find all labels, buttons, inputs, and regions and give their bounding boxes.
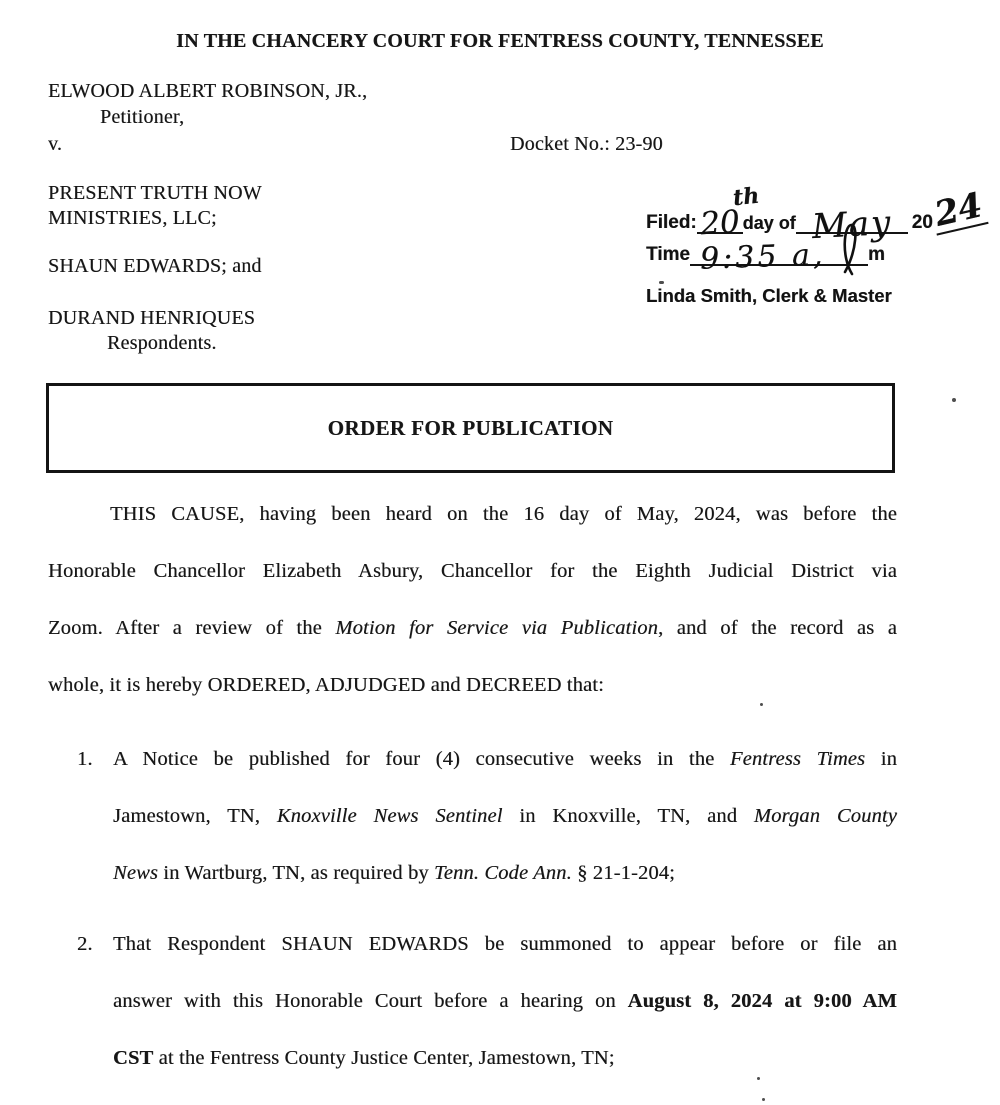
versus-label: v. [48, 133, 63, 155]
text-run: answer with this Honorable Court before a hearing on [113, 990, 628, 1012]
scan-speck [757, 1077, 760, 1080]
text-run: in [865, 748, 898, 770]
respondents-role: Respondents. [107, 332, 217, 354]
newspaper-name-italic: Knoxville News Sentinel [276, 805, 503, 827]
text-run: , and of the record as a [658, 617, 897, 639]
item-line [113, 845, 897, 902]
item-line [113, 731, 897, 788]
time-blank [690, 237, 868, 277]
filed-label: Filed: [646, 212, 697, 233]
respondent-name-line: DURAND HENRIQUES [48, 307, 256, 329]
item-number: 2. [77, 933, 93, 955]
order-title-box [46, 383, 895, 473]
court-title: IN THE CHANCERY COURT FOR FENTRESS COUNTY, TENNESSEE [176, 30, 824, 52]
paragraph-line: whole, it is hereby ORDERED, ADJUDGED and DECREED that: [48, 674, 604, 696]
text-run: § 21-1-204; [571, 862, 675, 884]
handwritten-day-suffix: th [731, 182, 760, 212]
text-run: in Knoxville, TN, and [502, 805, 754, 827]
petitioner-name: ELWOOD ALBERT ROBINSON, JR., [48, 80, 368, 102]
text-run: in Wartburg, TN, as required by [158, 862, 435, 884]
petitioner-role: Petitioner, [100, 106, 185, 128]
item-number: 1. [77, 748, 93, 770]
opening-paragraph [48, 486, 897, 714]
time-label: Time [646, 244, 691, 265]
respondent-name-line: PRESENT TRUTH NOW [48, 182, 262, 204]
scan-speck [760, 703, 763, 706]
scan-speck [952, 398, 956, 402]
newspaper-name-italic: Morgan County [753, 805, 897, 827]
paragraph-line: THIS CAUSE, having been heard on the 16 day of May, 2024, was before the [110, 503, 897, 525]
order-item-2 [48, 916, 897, 1087]
filed-stamp-date-row [646, 182, 986, 248]
filed-stamp [646, 182, 986, 308]
handwritten-month: May [810, 202, 893, 248]
motion-title-italic: Motion for Service via Publication [335, 617, 658, 639]
item-line: That Respondent SHAUN EDWARDS be summoned to appear before or file an [113, 933, 897, 955]
newspaper-name-italic: News [113, 862, 159, 884]
clerk-name: Linda Smith, Clerk & Master [646, 285, 892, 306]
hearing-timezone-bold: CST [113, 1047, 154, 1069]
order-body [48, 486, 897, 1087]
docket-number: Docket No.: 23-90 [510, 133, 663, 155]
text-run: Zoom. After a review of the [48, 617, 336, 639]
meridiem-label: m [868, 244, 885, 265]
ink-flourish-loop [838, 220, 862, 276]
handwritten-year: 24 [928, 188, 988, 236]
newspaper-name-italic: Fentress Times [729, 748, 866, 770]
paragraph-line: Honorable Chancellor Elizabeth Asbury, Chancellor for the Eighth Judicial District via [48, 560, 897, 582]
hearing-date-bold: August 8, 2024 at 9:00 AM [627, 990, 897, 1012]
handwritten-day: 20 [698, 203, 741, 243]
day-of-label: day of [742, 213, 796, 233]
filed-stamp-time-row [646, 237, 885, 277]
paragraph-line [48, 600, 897, 657]
respondent-name-line: MINISTRIES, LLC; [48, 207, 217, 229]
item-line [113, 788, 897, 845]
text-run: A Notice be published for four (4) consecutive weeks in the [113, 748, 730, 770]
statute-citation-italic: Tenn. Code Ann. [434, 862, 572, 884]
respondent-name-line: SHAUN EDWARDS; and [48, 255, 262, 277]
clerk-row [646, 285, 892, 307]
filed-day-blank [697, 182, 760, 243]
scan-speck [659, 281, 664, 284]
item-line [113, 973, 897, 1030]
order-item-1 [48, 731, 897, 902]
item-line [113, 1030, 897, 1087]
text-run: Jamestown, TN, [113, 805, 277, 827]
handwritten-time: 9:35 a, [699, 237, 826, 277]
text-run: at the Fentress County Justice Center, Jamestown, TN; [153, 1047, 615, 1069]
scan-speck [762, 1098, 765, 1101]
year-prefix-label: 20 [911, 212, 933, 233]
order-title: ORDER FOR PUBLICATION [327, 415, 614, 440]
